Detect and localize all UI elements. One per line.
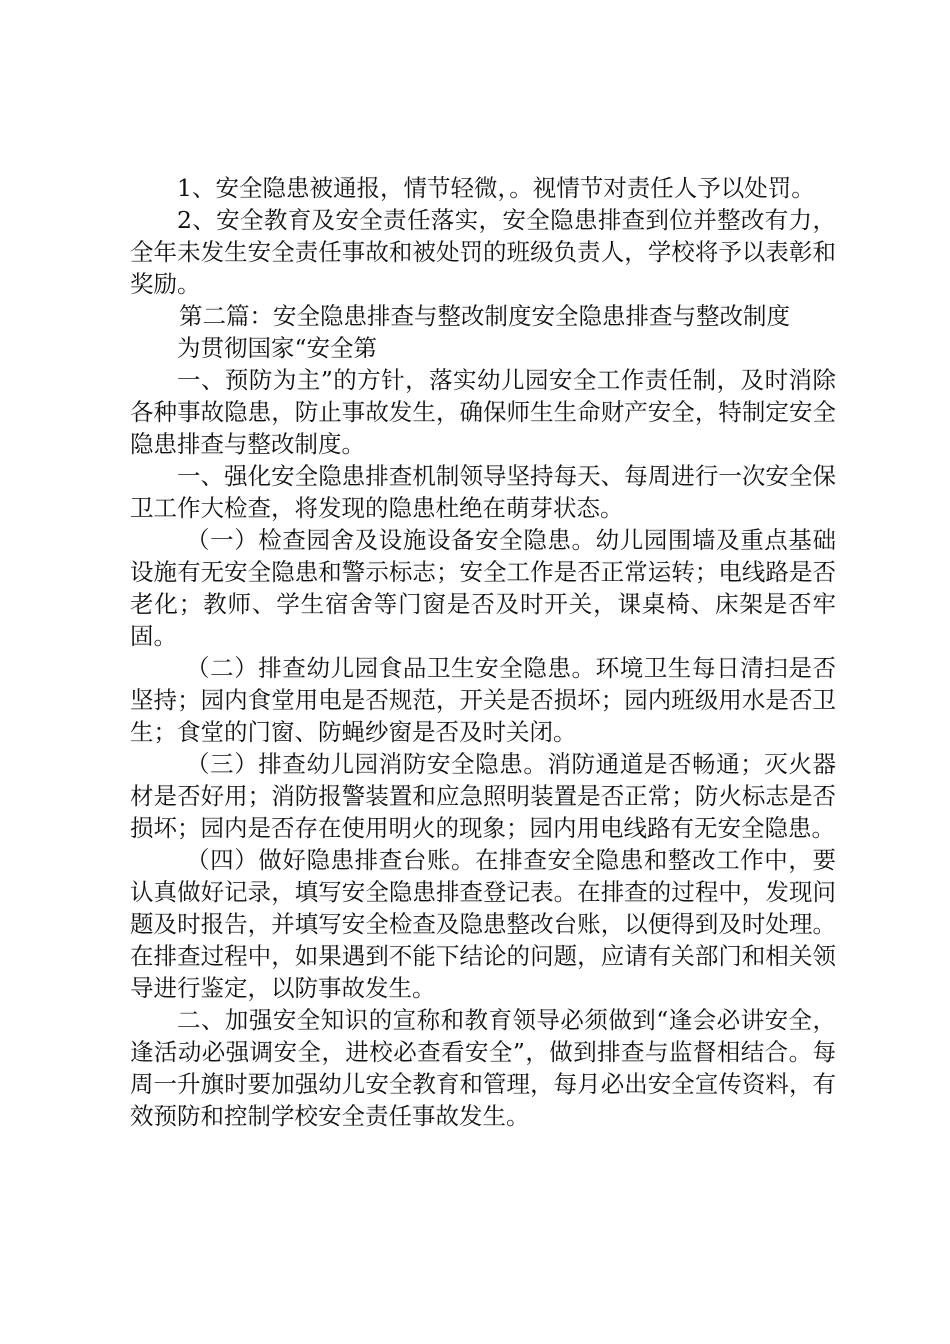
paragraph-food-hygiene: （二）排查幼儿园食品卫生安全隐患。环境卫生每日清扫是否坚持；园内食堂用电是否规范，开关是否损坏；园内班级用水是否卫生；食堂的门窗、防蝇纱窗是否及时关闭。 (130, 654, 836, 746)
paragraph-ledger: （四）做好隐患排查台账。在排查安全隐患和整改工作中，要认真做好记录，填写安全隐患排查登记表。在排查的过程中，发现问题及时报告，并填写安全检查及隐患整改台账，以便得到及时处理。在排查过程中，如果遇到不能下结论的问题，应请有关部门和相关领导进行鉴定，以防事故发生。 (130, 846, 836, 1002)
paragraph-purpose: 一、预防为主”的方针，落实幼儿园安全工作责任制，及时消除各种事故隐患，防止事故发生，确保师生生命财产安全，特制定安全隐患排查与整改制度。 (130, 366, 836, 458)
paragraph-education: 二、加强安全知识的宣称和教育领导必须做到“逢会必讲安全，逢活动必强调安全，进校必查看安全”，做到排查与监督相结合。每周一升旗时要加强幼儿安全教育和管理，每月必出安全宣传资料，有效预防和控制学校安全责任事故发生。 (130, 1006, 836, 1130)
paragraph-fire-safety: （三）排查幼儿园消防安全隐患。消防通道是否畅通；灭火器材是否好用；消防报警装置和应急照明装置是否正常；防火标志是否损坏；园内是否存在使用明火的现象；园内用电线路有无安全隐患。 (130, 750, 836, 842)
paragraph-penalty: 1、安全隐患被通报，情节轻微，。视情节对责任人予以处罚。 (177, 174, 815, 202)
paragraph-facilities: （一）检查园舍及设施设备安全隐患。幼儿园围墙及重点基础设施有无安全隐患和警示标志；安全工作是否正常运转；电线路是否老化；教师、学生宿舍等门窗是否及时开关，课桌椅、床架是否牢固。 (130, 526, 836, 650)
document-body (130, 172, 836, 1132)
paragraph-intro: 为贯彻国家“安全第 (177, 334, 378, 362)
paragraph-reward: 2、安全教育及安全责任落实，安全隐患排查到位并整改有力，全年未发生安全责任事故和被处罚的班级负责人，学校将予以表彰和奖励。 (130, 206, 836, 298)
paragraph-mechanism: 一、强化安全隐患排查机制领导坚持每天、每周进行一次安全保卫工作大检查，将发现的隐患杜绝在萌芽状态。 (130, 462, 836, 522)
section-heading: 第二篇：安全隐患排查与整改制度安全隐患排查与整改制度 (179, 302, 790, 330)
